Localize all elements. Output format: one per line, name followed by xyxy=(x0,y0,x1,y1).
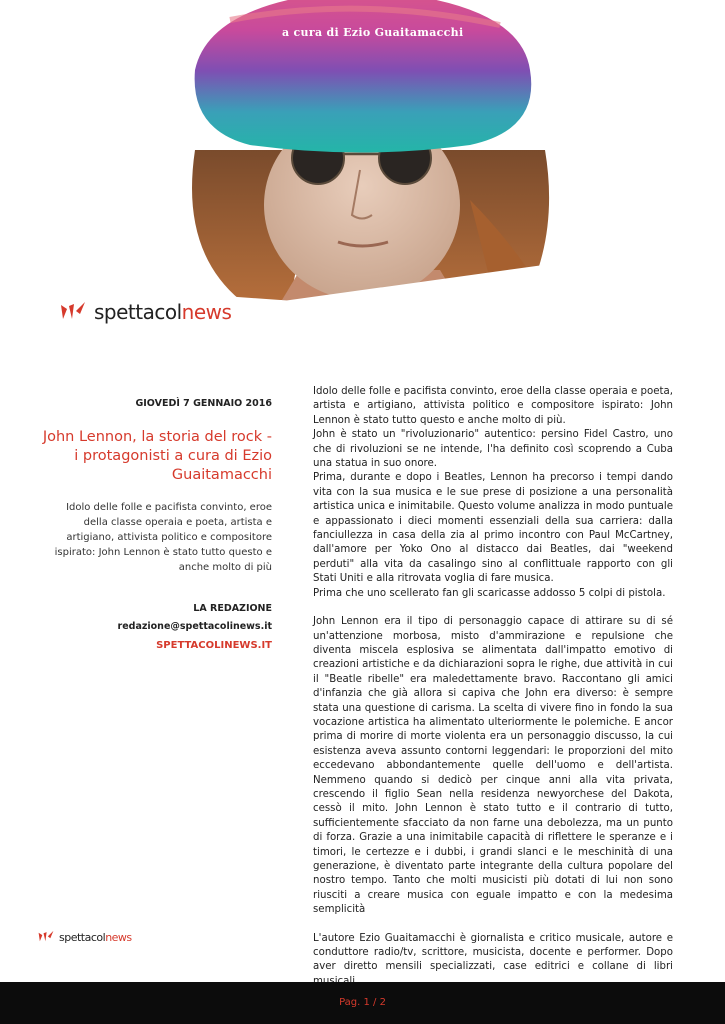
article-author: LA REDAZIONE xyxy=(193,603,272,614)
body-paragraph: John è stato un "rivoluzionario" autentico: persino Fidel Castro, uno che di rivoluzioni se ne intende, l'ha definito così scoprendo a Cuba una statua in suo onore. xyxy=(313,429,673,470)
footer-logo[interactable] xyxy=(38,930,132,944)
cover-image xyxy=(0,0,725,340)
body-paragraph: Prima, durante e dopo i Beatles, Lennon ha precorso i tempi dando vita con la sua musica e le sue prese di posizione a una personalità artistica unica e inimitabile. Questo volume analizza in modo puntuale e appassionato i dieci momenti essenziali della sua carriera: dalla fanciullezza in casa della zia al primo incontro con Paul McCartney, dall'amore per Yoko Ono al distacco dai Beatles, dai "weekend perduti" alla vita da casalingo sino al conflittuale rapporto con gli Stati Uniti e alla ritrovata voglia di fare musica. xyxy=(313,472,673,585)
body-paragraph: Prima che uno scellerato fan gli scaricasse addosso 5 colpi di pistola. xyxy=(313,587,666,599)
page-number: Pag. 1 / 2 xyxy=(339,997,386,1008)
logo-wordmark: spettacolnews xyxy=(94,300,232,324)
article-body xyxy=(313,385,673,989)
author-email[interactable]: redazione@spettacolinews.it xyxy=(117,621,272,632)
page-footer xyxy=(0,982,725,1024)
footer-logo-mark-icon xyxy=(38,930,54,944)
article-title: John Lennon, la storia del rock - i protagonisti a cura di Ezio Guaitamacchi xyxy=(42,429,272,483)
body-paragraph: Idolo delle folle e pacifista convinto, eroe della classe operaia e poeta, artista e artigiano, attivista politico e compositore ispirato: John Lennon è stato tutto questo e anche molto di più. xyxy=(313,386,673,426)
lennon-portrait-illustration xyxy=(0,0,725,340)
article-date: GIOVEDÌ 7 GENNAIO 2016 xyxy=(135,398,272,409)
article-summary: Idolo delle folle e pacifista convinto, eroe della classe operaia e poeta, artista e artigiano, attivista politico e compositore ispirato: John Lennon è stato tutto questo e anche molto di più xyxy=(54,502,272,573)
logo-mark-icon xyxy=(60,301,86,323)
footer-logo-wordmark: spettacolnews xyxy=(59,930,132,944)
body-paragraph: L'autore Ezio Guaitamacchi è giornalista e critico musicale, autore e conduttore radio/tv, scrittore, musicista, docente e performer. Dopo aver diretto mensili specializzati, case editrici e collane di libri xyxy=(313,932,673,973)
site-logo[interactable] xyxy=(60,300,231,324)
site-link[interactable]: SPETTACOLINEWS.IT xyxy=(156,640,272,651)
body-paragraph: John Lennon era il tipo di personaggio capace di attirare su di sé un'attenzione morbosa, misto d'ammirazione e repulsione che diventa miscela esplosiva se alimentata dall'impatto emotivo di creazioni artistiche e da dichiarazioni sopra le righe, due attività in cui il "Beatle ribelle" era maledettamente bravo. Raccontano gli amici d'infanzia che già allora si capiva che John era diverso: è sempre stata una questione di carisma. La scelta di vivere fino in fondo la sua vocazione artistica ha alimentato ulteriormente le polemiche. E ancor prima di morire di morte violenta era un personaggio discusso, la cui esistenza aveva assunto contorni leggendari: le proporzioni del mito eccedevano abbondantemente quelle dell'uomo e dell'artista. Nemmeno quando si dedicò per cinque anni alla vita privata, crescendo il figlio Sean nella residenza newyorchese del Dakota, cessò il mito. John Lennon è stato tutto e il contrario di tutto, sufficientemente sfacciato da non farne una debolezza, ma un punto di forza. Grazie a una inimitabile capacità di riflettere le speranze e i timori, le certezze e i dubbi, i grandi slanci e le meschinità di una generazione, è diventato parte integrante della cultura popolare del nostro tempo. Tanto che molti musicisti più dotati di lui non sono riusciti a creare musica con eguale impatto e con la medesima semplicità xyxy=(313,616,673,916)
cover-caption: a cura di Ezio Guaitamacchi xyxy=(282,26,464,39)
